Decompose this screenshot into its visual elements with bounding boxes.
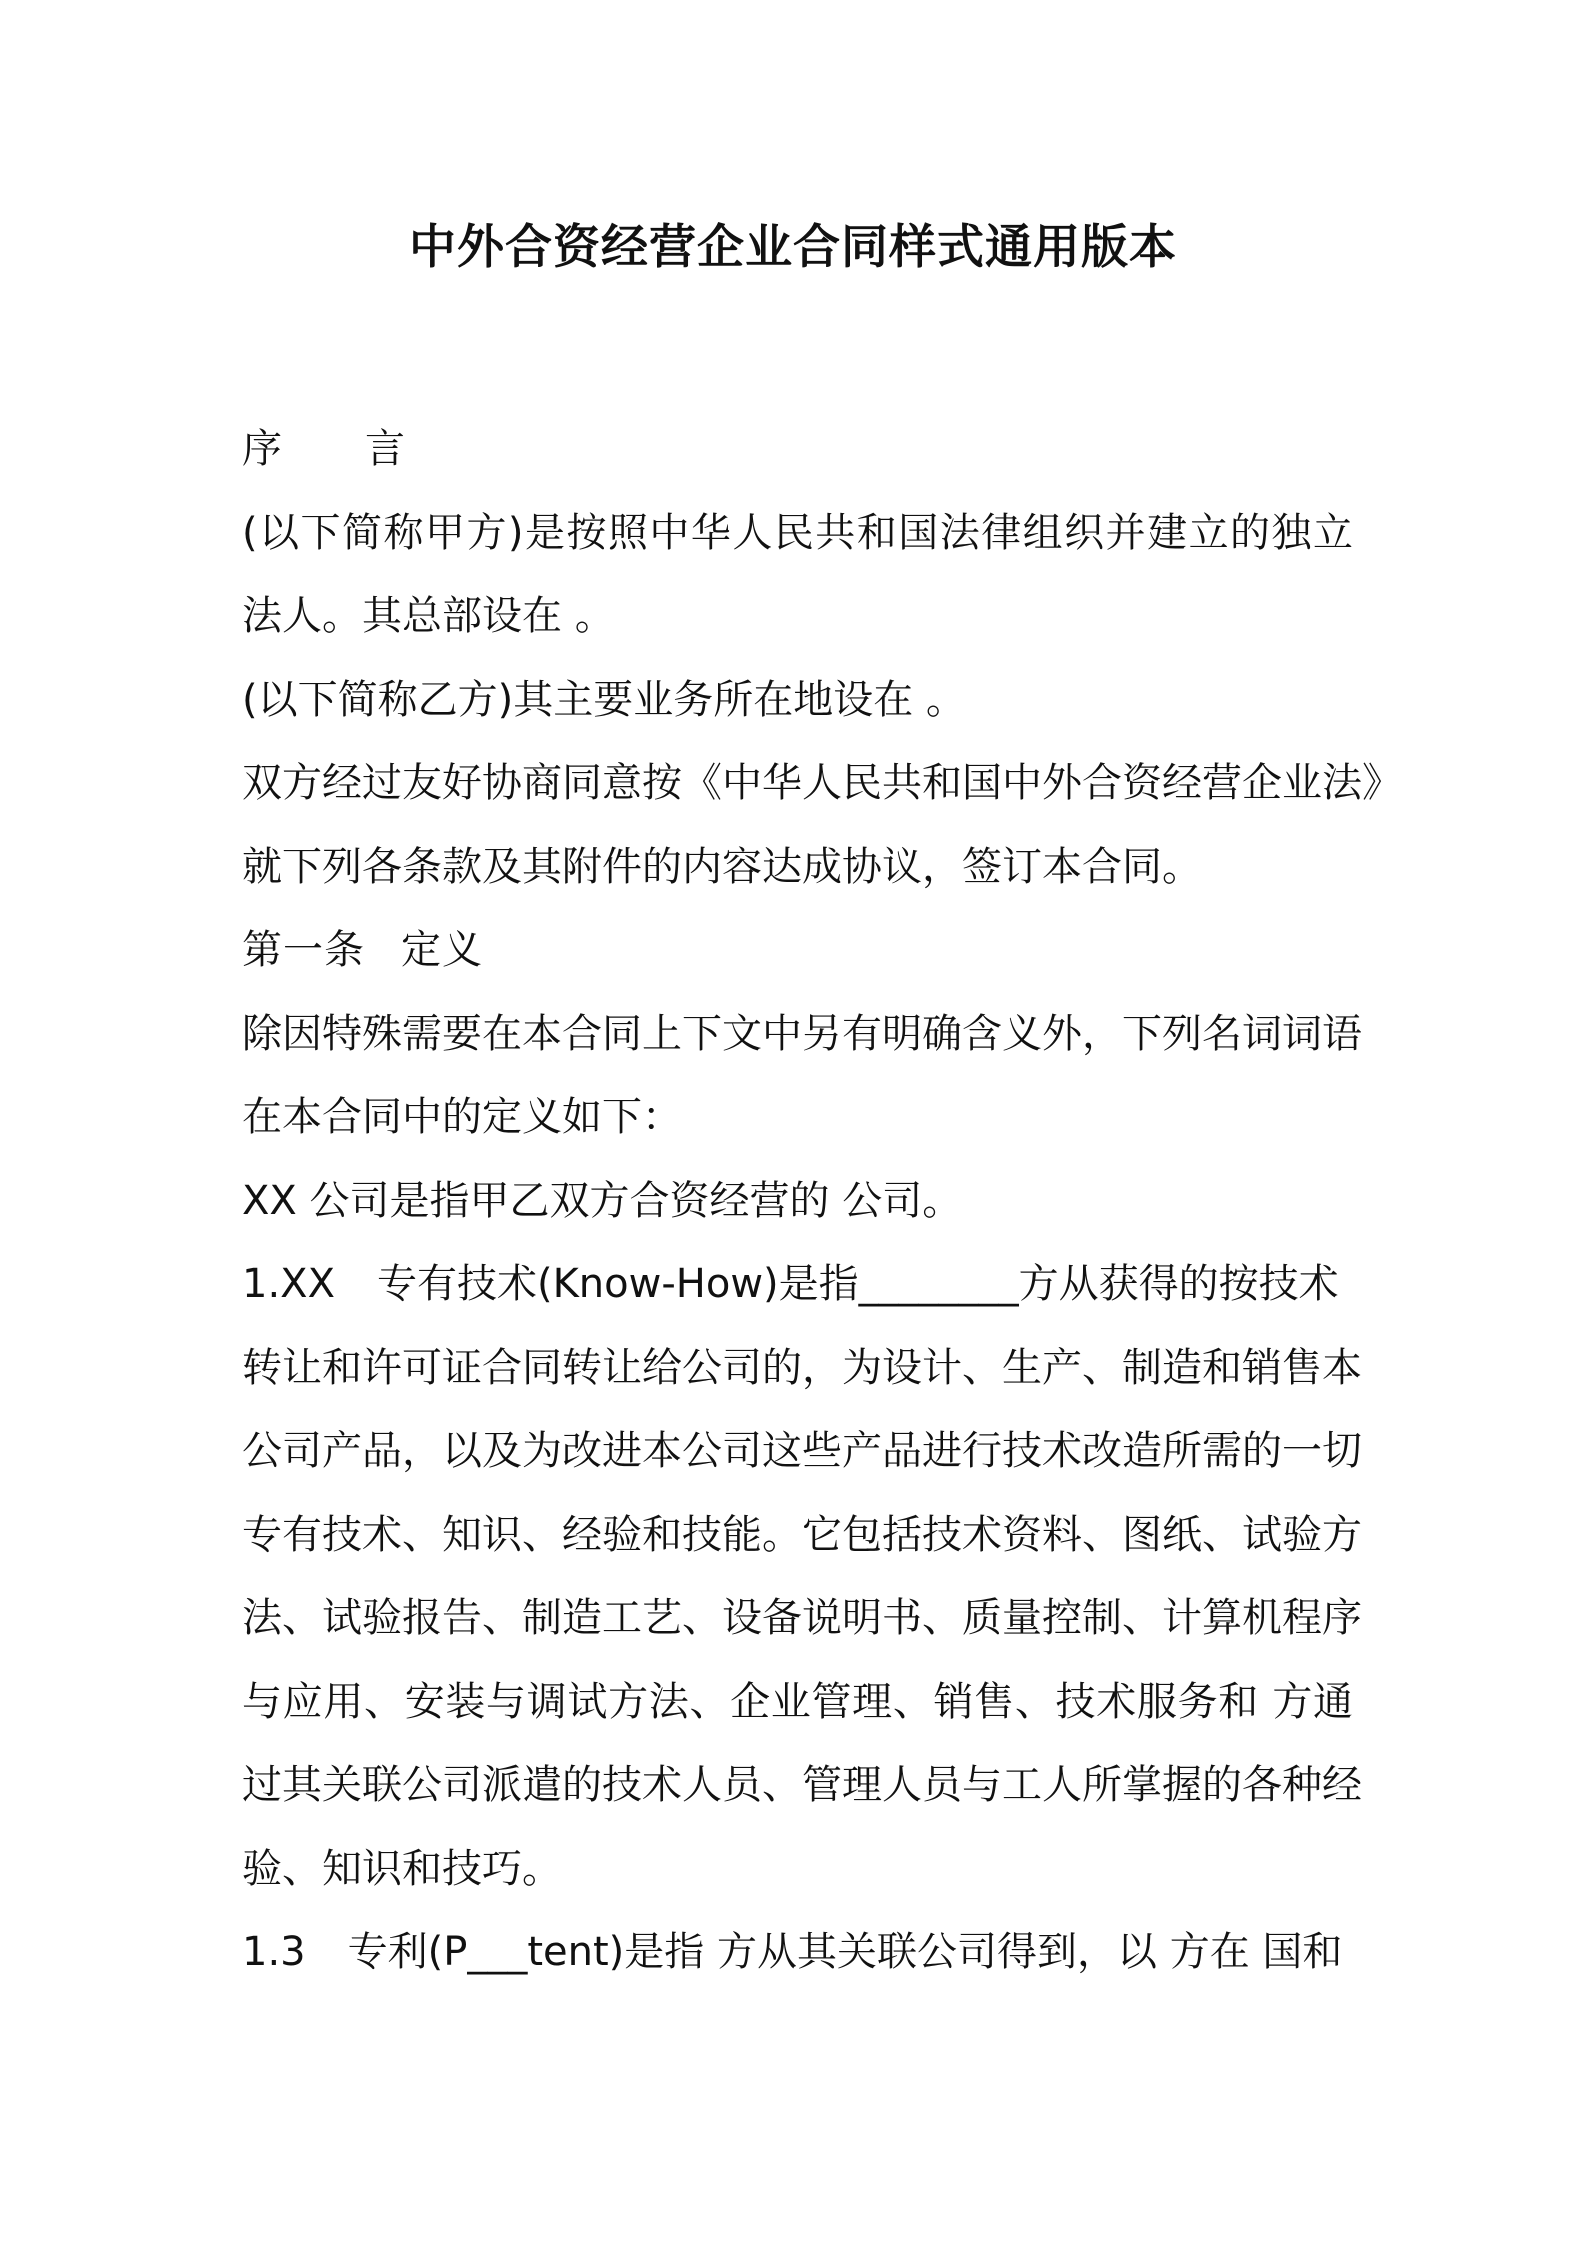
paragraph-line: 双方经过友好协商同意按《中华人民共和国中外合资经营企业法》 bbox=[242, 760, 1402, 806]
item-xx-company: XX 公司是指甲乙双方合资经营的 公司。 bbox=[242, 1177, 963, 1224]
item-1xx-first-line bbox=[242, 1243, 1362, 1327]
item-1xx-line: 法、试验报告、制造工艺、设备说明书、质量控制、计算机程序 bbox=[242, 1595, 1362, 1641]
document-title: 中外合资经营企业合同样式通用版本 bbox=[409, 220, 1177, 275]
paragraph-line: (以下简称乙方)其主要业务所在地设在 。 bbox=[242, 676, 966, 723]
item-13-line bbox=[242, 1911, 1362, 1995]
preface-heading bbox=[242, 408, 1362, 492]
document-body bbox=[242, 408, 1402, 1995]
item-1xx-line: 验、知识和技巧。 bbox=[242, 1845, 562, 1892]
definition-line: 在本合同中的定义如下： bbox=[242, 1094, 682, 1140]
item-1xx-number: 1.XX bbox=[242, 1261, 335, 1307]
item-13-text: 专利(P___tent)是指 方从其关联公司得到，以 方在 国和 bbox=[347, 1929, 1343, 1975]
item-1xx-line: 专有技术、知识、经验和技能。它包括技术资料、图纸、试验方 bbox=[242, 1511, 1362, 1558]
article1-heading-b: 定义 bbox=[401, 927, 483, 973]
item-1xx-line: 公司产品，以及为改进本公司这些产品进行技术改造所需的一切 bbox=[242, 1428, 1362, 1474]
item-1xx-line: 转让和许可证合同转让给公司的，为设计、生产、制造和销售本 bbox=[242, 1344, 1362, 1391]
preface-heading-b: 言 bbox=[365, 426, 406, 472]
item-13-number: 1.3 bbox=[242, 1929, 306, 1975]
paragraph-line: (以下简称甲方)是按照中华人民共和国法律组织并建立的独立 bbox=[242, 509, 1353, 556]
article1-heading bbox=[242, 909, 1362, 993]
article1-heading-a: 第一条 bbox=[242, 927, 365, 973]
paragraph-line: 法人。其总部设在 。 bbox=[242, 593, 615, 639]
paragraph-line: 就下列各条款及其附件的内容达成协议，签订本合同。 bbox=[242, 843, 1202, 890]
item-1xx-line: 与应用、安装与调试方法、企业管理、销售、技术服务和 方通 bbox=[242, 1678, 1353, 1725]
definition-line: 除因特殊需要在本合同上下文中另有明确含义外，下列名词词语 bbox=[242, 1010, 1362, 1057]
item-1xx-text: 专有技术(Know-How)是指________方从获得的按技术 bbox=[376, 1261, 1339, 1307]
item-1xx-line: 过其关联公司派遣的技术人员、管理人员与工人所掌握的各种经 bbox=[242, 1762, 1362, 1808]
preface-heading-a: 序 bbox=[242, 426, 283, 472]
